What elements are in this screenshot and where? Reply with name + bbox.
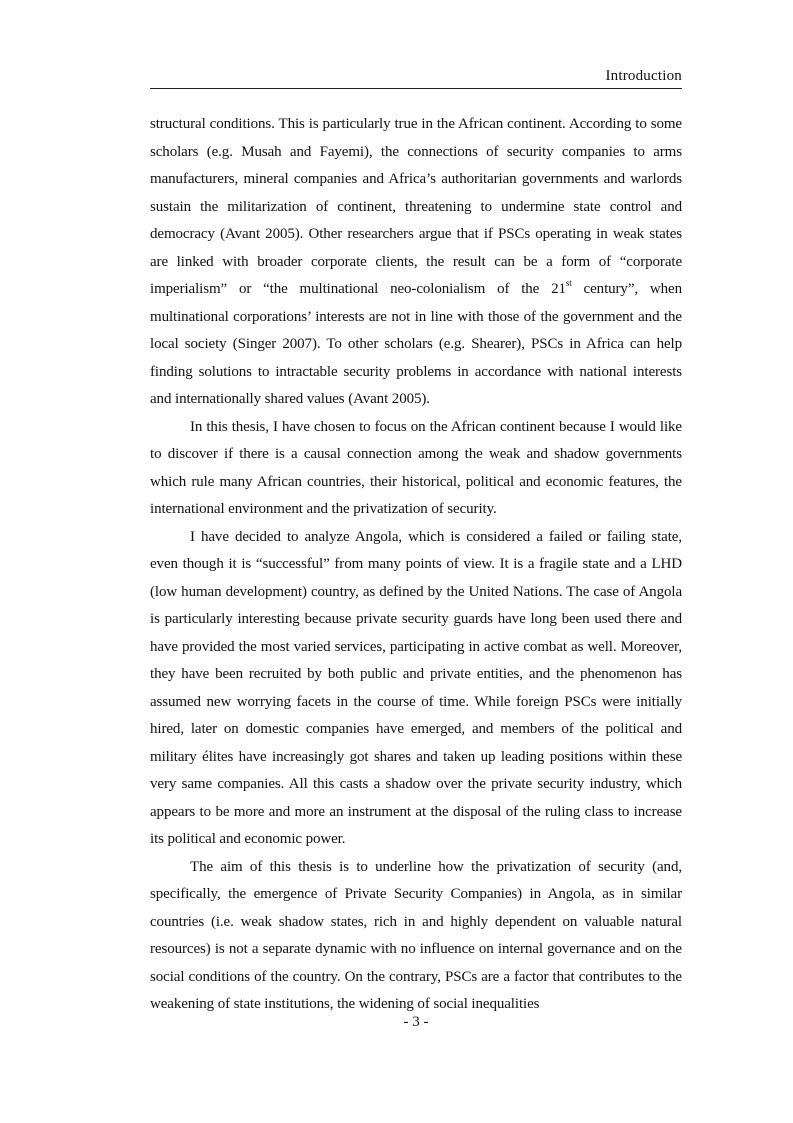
running-header bbox=[150, 66, 682, 89]
chapter-title: Introduction bbox=[605, 68, 682, 84]
body-text bbox=[150, 111, 682, 1019]
paragraph-1-text-end: century”, when multinational corporations’ interests are not in line with those of the government and the local society (Singer 2007). To other scholars (e.g. Shearer), PSCs in Africa can help finding solutions to intractable security problems in accordance with national interests and internationally shared values (Avant 2005). bbox=[150, 281, 682, 407]
paragraph-3: I have decided to analyze Angola, which is considered a failed or failing state, even though it is “successful” from many points of view. It is a fragile state and a LHD (low human development) country, as defined by the United Nations. The case of Angola is particularly interesting because private security guards have long been used there and have provided the most varied services, participating in active combat as well. Moreover, they have been recruited by both public and private entities, and the phenomenon has assumed new worrying facets in the course of time. While foreign PSCs were initially hired, later on domestic companies have emerged, and members of the political and military élites have increasingly got shares and taken up leading positions within these very same companies. All this casts a shadow over the private security industry, which appears to be more and more an instrument at the disposal of the ruling class to increase its political and economic power. bbox=[150, 528, 682, 847]
paragraph-2: In this thesis, I have chosen to focus on the African continent because I would like to discover if there is a causal connection among the weak and shadow governments which rule many African countries, their historical, political and economic features, the international environment and the privatization of security. bbox=[150, 418, 682, 517]
paragraph-1 bbox=[150, 111, 682, 414]
paragraph-4: The aim of this thesis is to underline how the privatization of security (and, specifically, the emergence of Private Security Companies) in Angola, as in similar countries (i.e. weak shadow states, rich in and highly dependent on valuable natural resources) is not a separate dynamic with no influence on internal governance and on the social conditions of the country. On the contrary, PSCs are a factor that contributes to the weakening of state institutions, the widening of social inequalities bbox=[150, 858, 682, 1012]
paragraph-1-text-start: structural conditions. This is particularly true in the African continent. According to some scholars (e.g. Musah and Fayemi), the connections of security companies to arms manufacturers, mineral companies and Africa’s authoritarian governments and warlords sustain the militarization of continent, threatening to undermine state control and democracy (Avant 2005). Other researchers argue that if PSCs operating in weak states are linked with broader corporate clients, the result can be a form of “corporate imperialism” or “the multinational neo-colonialism of the 21 bbox=[150, 116, 682, 297]
page-number: - 3 - bbox=[403, 1014, 429, 1030]
ordinal-superscript: st bbox=[565, 278, 572, 288]
